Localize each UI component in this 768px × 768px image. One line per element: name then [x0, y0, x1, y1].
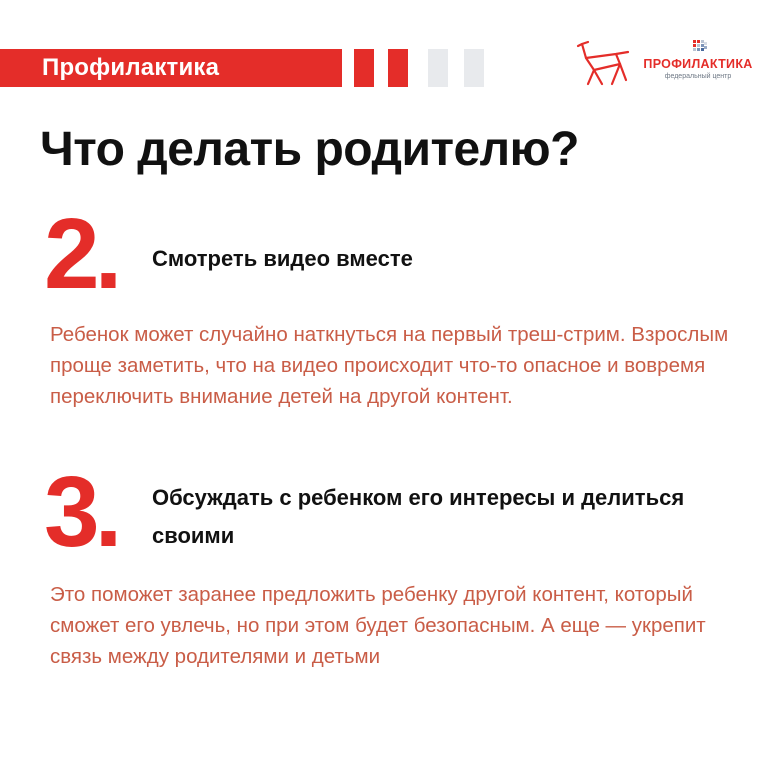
header-badge-label: Профилактика	[42, 54, 220, 81]
section-body: Ребенок может случайно наткнуться на первый треш-стрим. Взрослым проще заметить, что на видео происходит что-то опасное и вовремя переключить внимание детей на другой контент.	[50, 323, 729, 408]
section-number: 3.	[44, 456, 118, 568]
brand-name: ПРОФИЛАКТИКА	[643, 57, 753, 71]
brand-subtitle: федеральный центр	[664, 73, 732, 80]
grey-block	[428, 49, 448, 87]
red-block	[388, 49, 408, 87]
brand-grid-icon	[693, 40, 707, 54]
header-badge	[0, 49, 342, 87]
chair-logo-icon	[576, 40, 630, 86]
red-block	[354, 49, 374, 87]
section-heading: Смотреть видео вместе	[152, 246, 413, 271]
grey-block	[464, 49, 484, 87]
section-body: Это поможет заранее предложить ребенку другой контент, который сможет его увлечь, но при этом будет безопасным. А еще — укрепит связь между родителями и детьми	[50, 583, 706, 668]
section-number: 2.	[44, 198, 118, 310]
section-heading: Обсуждать с ребенком его интересы и делиться своими	[152, 485, 685, 548]
page-title: Что делать родителю?	[40, 123, 579, 176]
brand-logo	[643, 40, 753, 90]
